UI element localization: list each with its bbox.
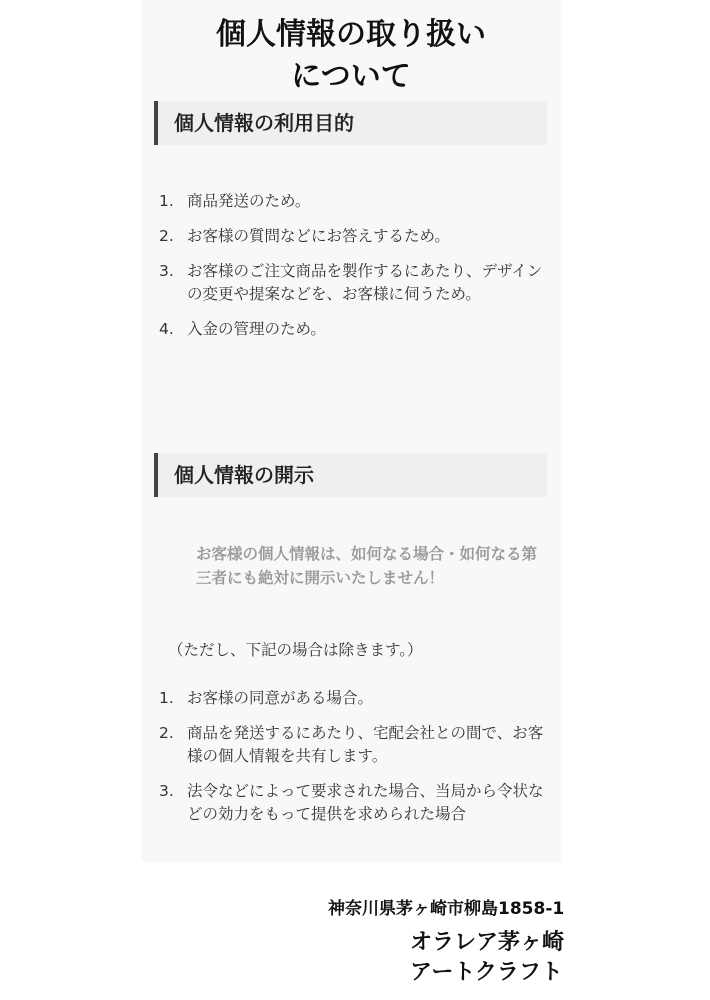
list-item-text: 商品を発送するにあたり、宅配会社との間で、お客様の個人情報を共有します。 <box>187 724 544 765</box>
shop-name-line-2: アートクラフト <box>410 960 563 985</box>
list-item-text: 法令などによって要求された場合、当局から令状などの効力をもって提供を求められた場合 <box>187 782 544 823</box>
list-item-text: 入金の管理のため。 <box>187 320 326 338</box>
list-item-text: お客様の同意がある場合。 <box>187 689 374 707</box>
section-heading-purpose-label: 個人情報の利用目的 <box>174 111 354 135</box>
shop-address: 神奈川県茅ヶ崎市柳島1858-1 <box>328 899 565 919</box>
section-heading-disclosure <box>154 453 547 497</box>
list-item-number: 4. <box>159 320 174 338</box>
list-item <box>157 687 552 710</box>
list-item-number: 3. <box>159 262 174 280</box>
list-item-text: お客様の質問などにお答えするため。 <box>187 227 450 245</box>
list-item-text: お客様のご注文商品を製作するにあたり、デザインの変更や提案などを、お客様に伺うため。 <box>187 262 543 303</box>
list-item-number: 2. <box>159 724 174 742</box>
list-item <box>157 260 552 306</box>
purpose-list <box>157 190 552 353</box>
list-item-number: 2. <box>159 227 174 245</box>
list-item-text: 商品発送のため。 <box>187 192 311 210</box>
list-item-number: 3. <box>159 782 174 800</box>
page-title-line-2: について <box>291 59 411 94</box>
list-item <box>157 318 552 341</box>
list-item <box>157 780 552 826</box>
list-item-number: 1. <box>159 689 174 707</box>
shop-name <box>410 928 564 988</box>
disclosure-notice: お客様の個人情報は、如何なる場合・如何なる第三者にも絶対に開示いたしません！ <box>196 545 538 587</box>
list-item-number: 1. <box>159 192 174 210</box>
section-heading-purpose <box>154 101 547 145</box>
list-item <box>157 225 552 248</box>
shop-name-line-1: オラレア茅ヶ崎 <box>410 930 565 955</box>
section-heading-disclosure-label: 個人情報の開示 <box>174 463 314 487</box>
exception-list <box>157 687 552 838</box>
disclosure-exception-note: （ただし、下記の場合は除きます。） <box>168 641 423 659</box>
list-item <box>157 190 552 213</box>
list-item <box>157 722 552 768</box>
page-title <box>141 14 561 98</box>
page-title-line-1: 個人情報の取り扱い <box>216 17 486 52</box>
